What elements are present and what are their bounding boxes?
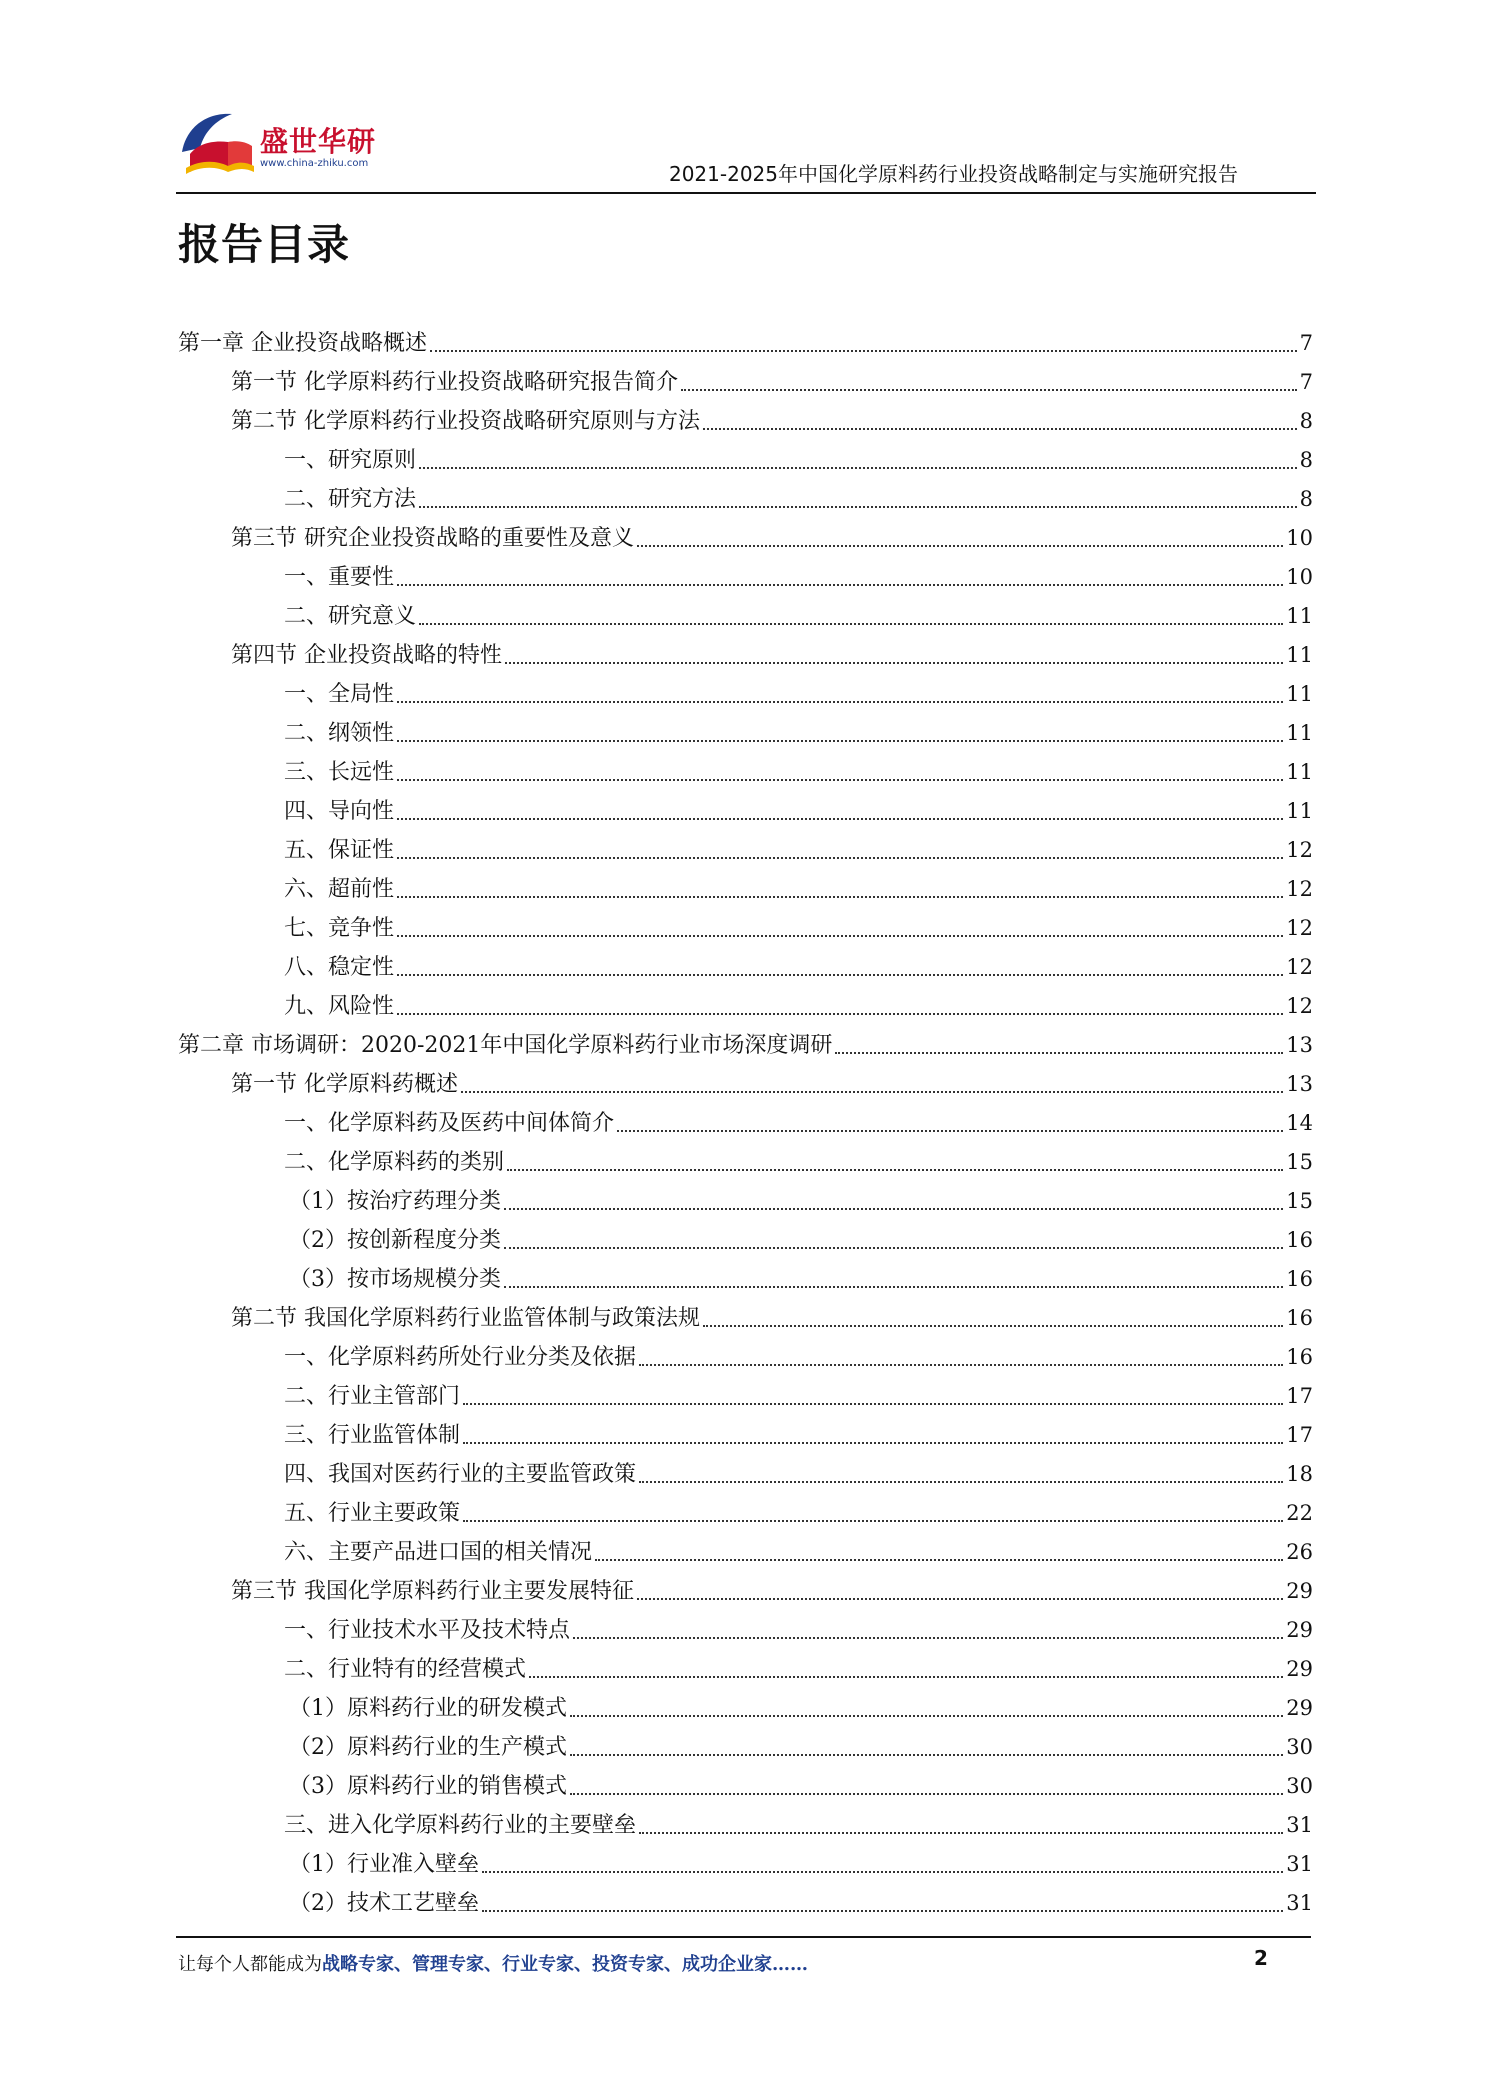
toc-entry-title: 一、化学原料药及医药中间体简介: [284, 1111, 615, 1136]
toc-entry[interactable]: [178, 441, 1313, 480]
toc-dot-leader: [397, 740, 1283, 742]
toc-entry-title: 一、研究原则: [284, 448, 417, 473]
toc-entry-title: 八、稳定性: [284, 955, 395, 980]
toc-entry[interactable]: [178, 636, 1313, 675]
toc-entry-title: 第二节 我国化学原料药行业监管体制与政策法规: [231, 1306, 700, 1331]
toc-dot-leader: [637, 1598, 1283, 1600]
toc-entry-title: 九、风险性: [284, 994, 395, 1019]
toc-entry-page: 29: [1286, 1579, 1313, 1603]
toc-entry-page: 31: [1286, 1813, 1313, 1837]
toc-entry-page: 13: [1286, 1072, 1313, 1096]
toc-dot-leader: [397, 701, 1283, 703]
toc-entry[interactable]: [178, 1611, 1313, 1650]
toc-entry-title: 一、化学原料药所处行业分类及依据: [284, 1345, 637, 1370]
toc-entry-page: 12: [1286, 916, 1313, 940]
toc-entry-title: 三、进入化学原料药行业的主要壁垒: [284, 1813, 637, 1838]
page-title: 报告目录: [178, 220, 351, 269]
toc-entry-page: 31: [1286, 1852, 1313, 1876]
toc-dot-leader: [397, 896, 1283, 898]
toc-entry[interactable]: [178, 1377, 1313, 1416]
toc-entry-title: 二、研究方法: [284, 487, 417, 512]
toc-entry[interactable]: [178, 558, 1313, 597]
toc-entry-title: 二、行业特有的经营模式: [284, 1657, 527, 1682]
toc-entry[interactable]: [178, 1026, 1313, 1065]
toc-entry-page: 29: [1286, 1696, 1313, 1720]
toc-dot-leader: [397, 974, 1283, 976]
toc-dot-leader: [504, 1286, 1283, 1288]
toc-entry-title: 五、保证性: [284, 838, 395, 863]
toc-entry-page: 10: [1286, 565, 1313, 589]
toc-entry-title: 第二章 市场调研：2020-2021年中国化学原料药行业市场深度调研: [178, 1033, 833, 1058]
toc-entry-page: 15: [1286, 1189, 1313, 1213]
header-divider: [176, 192, 1316, 194]
report-title: 2021-2025年中国化学原料药行业投资战略制定与实施研究报告: [668, 162, 1238, 186]
toc-entry[interactable]: [178, 792, 1313, 831]
toc-entry-page: 31: [1286, 1891, 1313, 1915]
toc-entry-page: 11: [1286, 682, 1313, 706]
toc-dot-leader: [617, 1130, 1283, 1132]
toc-dot-leader: [570, 1715, 1283, 1717]
toc-entry-title: 六、超前性: [284, 877, 395, 902]
toc-entry-title: 二、研究意义: [284, 604, 417, 629]
toc-entry[interactable]: [178, 675, 1313, 714]
toc-entry-title: （3）原料药行业的销售模式: [289, 1774, 567, 1799]
toc-entry-title: 四、我国对医药行业的主要监管政策: [284, 1462, 637, 1487]
logo-book-icon: [176, 104, 256, 180]
toc-dot-leader: [639, 1364, 1283, 1366]
page-number: 2: [1254, 1946, 1268, 1970]
toc-entry[interactable]: [178, 1650, 1313, 1689]
toc-entry-title: 第四节 企业投资战略的特性: [231, 643, 502, 668]
toc-entry[interactable]: [178, 519, 1313, 558]
toc-entry[interactable]: [178, 1533, 1313, 1572]
toc-dot-leader: [639, 1832, 1283, 1834]
toc-dot-leader: [703, 428, 1297, 430]
toc-entry[interactable]: [178, 324, 1313, 363]
toc-entry[interactable]: [178, 1728, 1313, 1767]
toc-entry[interactable]: [178, 1338, 1313, 1377]
toc-dot-leader: [482, 1871, 1283, 1873]
toc-entry-page: 13: [1286, 1033, 1313, 1057]
toc-dot-leader: [835, 1052, 1283, 1054]
toc-entry-title: 第一章 企业投资战略概述: [178, 331, 427, 356]
toc-entry-title: 一、行业技术水平及技术特点: [284, 1618, 571, 1643]
toc-entry[interactable]: [178, 1221, 1313, 1260]
toc-entry[interactable]: [178, 948, 1313, 987]
toc-entry[interactable]: [178, 831, 1313, 870]
toc-entry-title: 三、长远性: [284, 760, 395, 785]
toc-dot-leader: [419, 467, 1297, 469]
toc-entry[interactable]: [178, 1260, 1313, 1299]
toc-entry[interactable]: [178, 1182, 1313, 1221]
toc-entry-page: 7: [1299, 331, 1313, 355]
toc-entry-title: （1）原料药行业的研发模式: [289, 1696, 567, 1721]
toc-entry-title: 六、主要产品进口国的相关情况: [284, 1540, 593, 1565]
toc-entry-title: 二、行业主管部门: [284, 1384, 461, 1409]
toc-entry-page: 18: [1286, 1462, 1313, 1486]
toc-entry-page: 12: [1286, 994, 1313, 1018]
toc-dot-leader: [461, 1091, 1283, 1093]
toc-entry-page: 12: [1286, 955, 1313, 979]
toc-entry-page: 14: [1286, 1111, 1313, 1135]
toc-entry[interactable]: [178, 714, 1313, 753]
toc-entry[interactable]: [178, 480, 1313, 519]
toc-dot-leader: [505, 662, 1283, 664]
toc-entry-title: 四、导向性: [284, 799, 395, 824]
toc-entry-title: 第二节 化学原料药行业投资战略研究原则与方法: [231, 409, 700, 434]
toc-dot-leader: [570, 1754, 1283, 1756]
toc-entry[interactable]: [178, 1494, 1313, 1533]
toc-dot-leader: [397, 1013, 1283, 1015]
toc-entry-title: （1）按治疗药理分类: [289, 1189, 501, 1214]
toc-entry[interactable]: [178, 1299, 1313, 1338]
toc-entry[interactable]: [178, 1065, 1313, 1104]
toc-entry[interactable]: [178, 1572, 1313, 1611]
toc-entry-page: 16: [1286, 1228, 1313, 1252]
footer-slogan: [178, 1950, 808, 1976]
toc-entry-title: （2）技术工艺壁垒: [289, 1891, 479, 1916]
toc-dot-leader: [703, 1325, 1283, 1327]
toc-dot-leader: [397, 779, 1283, 781]
toc-entry[interactable]: [178, 402, 1313, 441]
logo-name: 盛世华研: [260, 125, 377, 158]
toc-entry-title: （2）原料药行业的生产模式: [289, 1735, 567, 1760]
toc-dot-leader: [397, 584, 1283, 586]
toc-entry-title: 三、行业监管体制: [284, 1423, 461, 1448]
slogan-lead: 让每个人都能成为: [178, 1954, 322, 1975]
company-logo: [176, 104, 386, 180]
toc-entry-page: 11: [1286, 604, 1313, 628]
toc-dot-leader: [397, 857, 1283, 859]
toc-entry[interactable]: [178, 1416, 1313, 1455]
toc-entry-title: 第一节 化学原料药概述: [231, 1072, 458, 1097]
toc-entry[interactable]: [178, 870, 1313, 909]
toc-entry[interactable]: [178, 363, 1313, 402]
toc-entry[interactable]: [178, 1689, 1313, 1728]
toc-entry-page: 7: [1299, 370, 1313, 394]
toc-dot-leader: [463, 1403, 1283, 1405]
toc-dot-leader: [482, 1910, 1283, 1912]
toc-entry-title: 一、重要性: [284, 565, 395, 590]
toc-entry-page: 8: [1299, 448, 1313, 472]
toc-entry-page: 10: [1286, 526, 1313, 550]
toc-entry-page: 11: [1286, 760, 1313, 784]
toc-dot-leader: [419, 506, 1297, 508]
logo-url: www.china-zhiku.com: [260, 158, 369, 169]
toc-entry-page: 17: [1286, 1423, 1313, 1447]
footer-divider: [176, 1936, 1311, 1938]
toc-entry[interactable]: [178, 987, 1313, 1026]
toc-entry-page: 16: [1286, 1345, 1313, 1369]
toc-dot-leader: [570, 1793, 1283, 1795]
toc-entry[interactable]: [178, 1767, 1313, 1806]
toc-dot-leader: [573, 1637, 1283, 1639]
toc-entry-title: （1）行业准入壁垒: [289, 1852, 479, 1877]
toc-dot-leader: [507, 1169, 1283, 1171]
toc-dot-leader: [639, 1481, 1283, 1483]
toc-entry-page: 30: [1286, 1774, 1313, 1798]
toc-entry[interactable]: [178, 1884, 1313, 1923]
toc-dot-leader: [463, 1520, 1283, 1522]
toc-entry-title: 第三节 我国化学原料药行业主要发展特征: [231, 1579, 634, 1604]
toc-entry[interactable]: [178, 1143, 1313, 1182]
toc-entry-title: （2）按创新程度分类: [289, 1228, 501, 1253]
toc-entry-title: 第三节 研究企业投资战略的重要性及意义: [231, 526, 634, 551]
toc-entry-title: 二、化学原料药的类别: [284, 1150, 505, 1175]
toc-dot-leader: [637, 545, 1283, 547]
toc-entry-page: 11: [1286, 799, 1313, 823]
toc-dot-leader: [504, 1208, 1283, 1210]
toc-entry-page: 12: [1286, 877, 1313, 901]
toc-entry[interactable]: [178, 597, 1313, 636]
toc-entry-page: 26: [1286, 1540, 1313, 1564]
toc-entry-page: 29: [1286, 1618, 1313, 1642]
toc-entry-page: 8: [1299, 409, 1313, 433]
toc-dot-leader: [595, 1559, 1283, 1561]
toc-entry[interactable]: [178, 753, 1313, 792]
toc-dot-leader: [463, 1442, 1283, 1444]
toc-entry-page: 11: [1286, 643, 1313, 667]
table-of-contents: [178, 324, 1313, 1923]
toc-dot-leader: [681, 389, 1297, 391]
toc-entry[interactable]: [178, 1845, 1313, 1884]
toc-dot-leader: [397, 935, 1283, 937]
toc-entry-page: 11: [1286, 721, 1313, 745]
toc-dot-leader: [397, 818, 1283, 820]
toc-entry[interactable]: [178, 1806, 1313, 1845]
toc-entry-page: 12: [1286, 838, 1313, 862]
toc-entry-title: （3）按市场规模分类: [289, 1267, 501, 1292]
toc-entry-page: 16: [1286, 1306, 1313, 1330]
toc-entry-title: 二、纲领性: [284, 721, 395, 746]
toc-entry[interactable]: [178, 1104, 1313, 1143]
toc-entry[interactable]: [178, 1455, 1313, 1494]
toc-entry[interactable]: [178, 909, 1313, 948]
toc-entry-page: 15: [1286, 1150, 1313, 1174]
toc-entry-title: 七、竞争性: [284, 916, 395, 941]
toc-dot-leader: [419, 623, 1283, 625]
toc-entry-title: 第一节 化学原料药行业投资战略研究报告简介: [231, 370, 678, 395]
toc-entry-page: 22: [1286, 1501, 1313, 1525]
toc-entry-page: 30: [1286, 1735, 1313, 1759]
toc-entry-page: 8: [1299, 487, 1313, 511]
toc-entry-page: 16: [1286, 1267, 1313, 1291]
slogan-highlight: 战略专家、管理专家、行业专家、投资专家、成功企业家……: [322, 1954, 808, 1975]
toc-dot-leader: [504, 1247, 1283, 1249]
toc-entry-page: 29: [1286, 1657, 1313, 1681]
toc-dot-leader: [430, 350, 1297, 352]
toc-entry-title: 一、全局性: [284, 682, 395, 707]
toc-dot-leader: [529, 1676, 1283, 1678]
toc-entry-page: 17: [1286, 1384, 1313, 1408]
toc-entry-title: 五、行业主要政策: [284, 1501, 461, 1526]
